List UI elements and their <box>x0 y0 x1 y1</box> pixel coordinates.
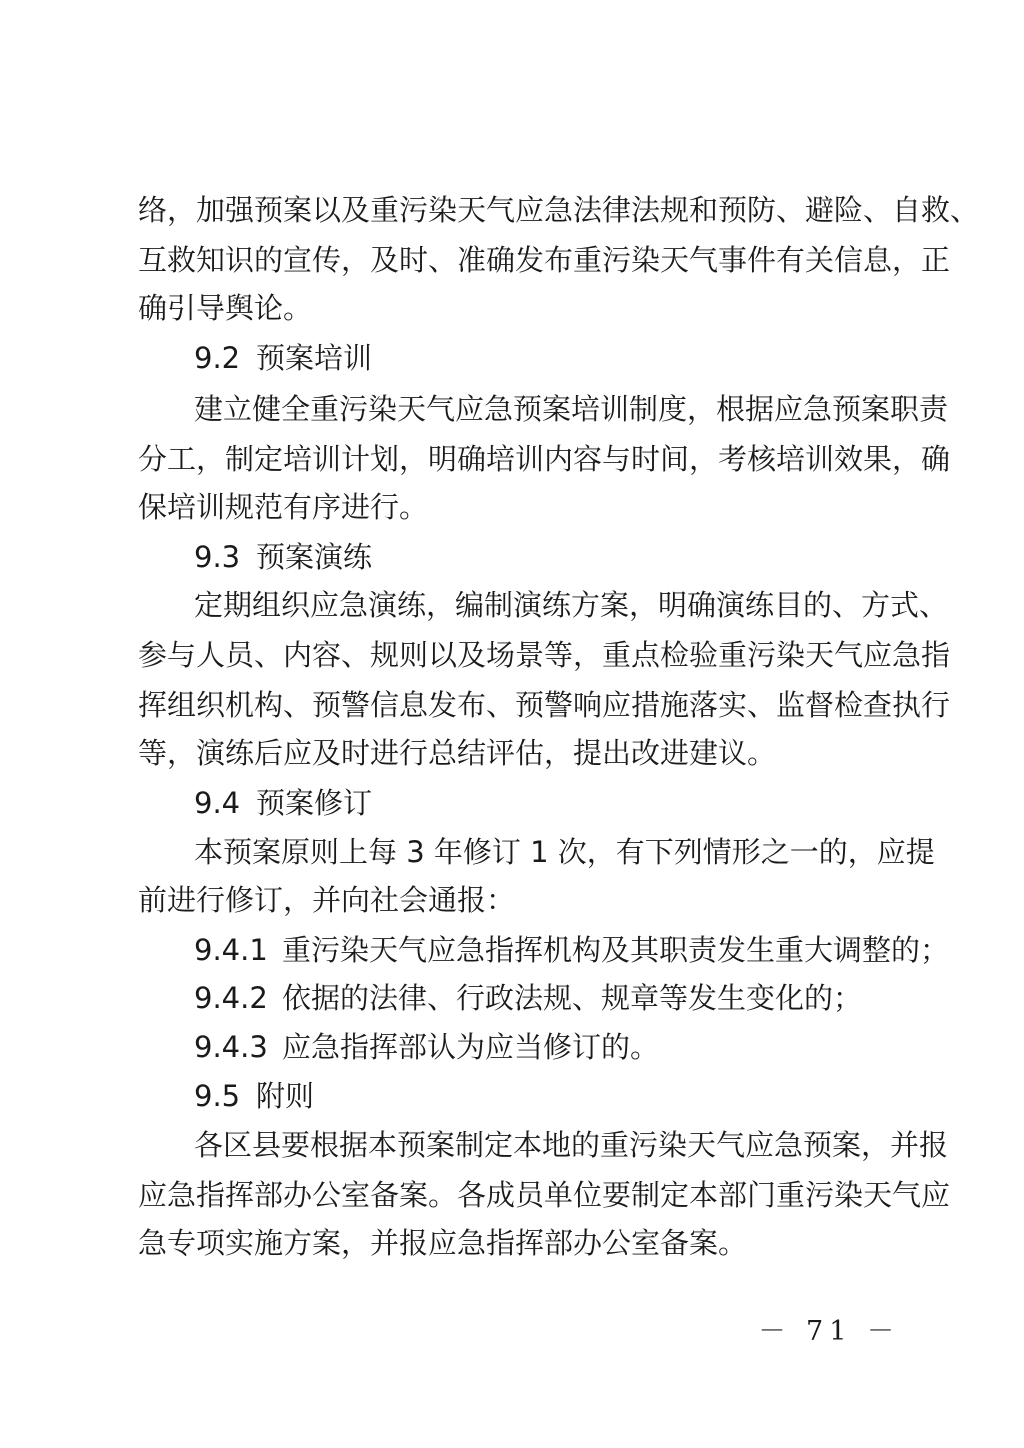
page-number: － 71 － <box>758 1316 900 1347</box>
paragraph-line: 保培训规范有序进行。 <box>138 490 429 524</box>
paragraph-line: 建立健全重污染天气应急预案培训制度，根据应急预案职责 <box>194 392 949 426</box>
subitem-9-4-1 <box>194 930 950 970</box>
subitem-text: 依据的法律、行政法规、规章等发生变化的； <box>282 981 863 1015</box>
paragraph-line: 互救知识的宣传，及时、准确发布重污染天气事件有关信息，正 <box>138 243 951 277</box>
paragraph-line: 应急指挥部办公室备案。各成员单位要制定本部门重污染天气应 <box>138 1178 951 1212</box>
section-number: 9.5 <box>194 1079 241 1113</box>
subitem-text: 应急指挥部认为应当修订的。 <box>282 1030 660 1064</box>
section-number: 9.3 <box>194 540 241 574</box>
section-number: 9.2 <box>194 341 241 375</box>
section-title: 预案培训 <box>256 341 373 375</box>
section-heading-9-2 <box>194 338 898 378</box>
paragraph-line: 等，演练后应及时进行总结评估，提出改进建议。 <box>138 736 777 770</box>
subitem-9-4-3 <box>194 1027 898 1067</box>
subitem-number: 9.4.3 <box>194 1030 268 1064</box>
paragraph-line: 参与人员、内容、规则以及场景等，重点检验重污染天气应急指 <box>138 638 951 672</box>
paragraph-line: 各区县要根据本预案制定本地的重污染天气应急预案，并报 <box>194 1128 949 1162</box>
section-title: 预案演练 <box>256 540 373 574</box>
section-number: 9.4 <box>194 786 241 820</box>
section-title: 附则 <box>256 1079 315 1113</box>
paragraph-line: 挥组织机构、预警信息发布、预警响应措施落实、监督检查执行 <box>138 688 951 722</box>
paragraph-line: 分工，制定培训计划，明确培训内容与时间，考核培训效果，确 <box>138 442 951 476</box>
paragraph-line: 确引导舆论。 <box>138 291 313 325</box>
paragraph-line: 定期组织应急演练，编制演练方案，明确演练目的、方式、 <box>194 588 949 622</box>
section-heading-9-4 <box>194 783 898 823</box>
section-heading-9-5 <box>194 1076 898 1116</box>
subitem-text: 重污染天气应急指挥机构及其职责发生重大调整的； <box>282 933 950 967</box>
subitem-number: 9.4.1 <box>194 933 268 967</box>
paragraph-line: 前进行修订，并向社会通报： <box>138 883 516 917</box>
paragraph-line: 络，加强预案以及重污染天气应急法律法规和预防、避险、自救、 <box>138 193 980 227</box>
subitem-9-4-2 <box>194 978 898 1018</box>
paragraph-line: 急专项实施方案，并报应急指挥部办公室备案。 <box>138 1226 748 1260</box>
section-heading-9-3 <box>194 537 898 577</box>
section-title: 预案修订 <box>256 786 373 820</box>
subitem-number: 9.4.2 <box>194 981 268 1015</box>
paragraph-line: 本预案原则上每 3 年修订 1 次，有下列情形之一的，应提 <box>194 835 935 869</box>
